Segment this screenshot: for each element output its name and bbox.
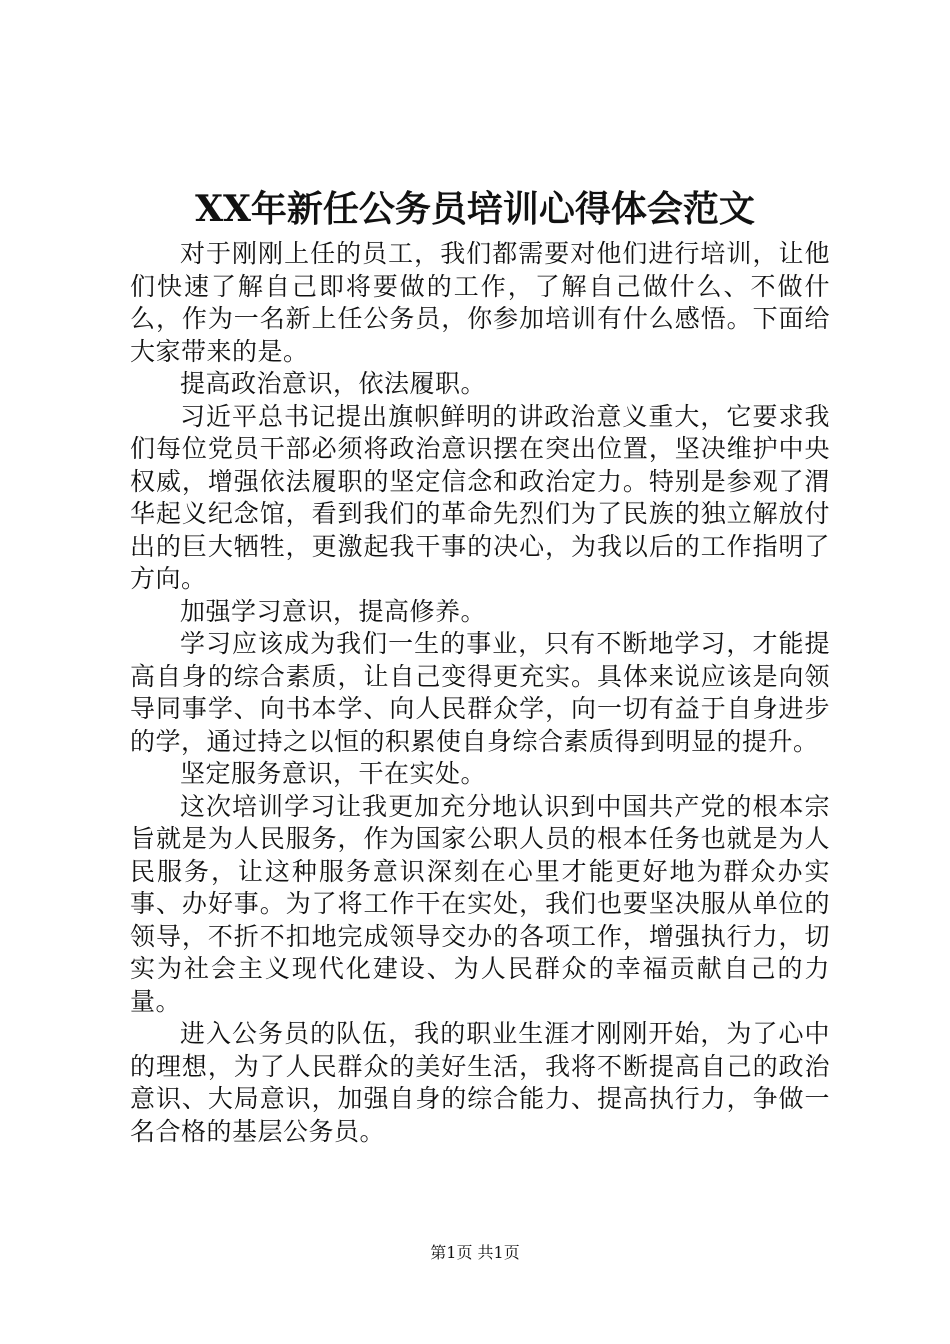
paragraph-political: 习近平总书记提出旗帜鲜明的讲政治意义重大，它要求我们每位党员干部必须将政治意识摆在突出位置，坚决维护中央权威，增强依法履职的坚定信念和政治定力。特别是参观了渭华起义纪念馆，看到我们的革命先烈们为了民族的独立解放付出的巨大牺牲，更激起我干事的决心，为我以后的工作指明了方向。 — [130, 401, 830, 593]
paragraph-conclusion: 进入公务员的队伍，我的职业生涯才刚刚开始，为了心中的理想，为了人民群众的美好生活，我将不断提高自己的政治意识、大局意识，加强自身的综合能力、提高执行力，争做一名合格的基层公务员。 — [130, 1019, 830, 1146]
document-title: XX年新任公务员培训心得体会范文 — [195, 188, 755, 230]
document-body — [130, 238, 830, 1148]
paragraph-heading-service: 坚定服务意识，干在实处。 — [180, 759, 487, 788]
paragraph-learning: 学习应该成为我们一生的事业，只有不断地学习，才能提高自身的综合素质，让自己变得更充实。具体来说应该是向领导同事学、向书本学、向人民群众学，向一切有益于自身进步的学，通过持之以恒的积累使自身综合素质得到明显的提升。 — [130, 629, 830, 756]
paragraph-heading-learning: 加强学习意识，提高修养。 — [180, 596, 487, 626]
paragraph-service: 这次培训学习让我更加充分地认识到中国共产党的根本宗旨就是为人民服务，作为国家公职人员的根本任务也就是为人民服务，让这种服务意识深刻在心里才能更好地为群众办实事、办好事。为了将工作干在实处，我们也要坚决服从单位的领导，不折不扣地完成领导交办的各项工作，增强执行力，切实为社会主义现代化建设、为人民群众的幸福贡献自己的力量。 — [130, 791, 830, 1016]
paragraph-intro: 对于刚刚上任的员工，我们都需要对他们进行培训，让他们快速了解自己即将要做的工作，了解自己做什么、不做什么，作为一名新上任公务员，你参加培训有什么感悟。下面给大家带来的是。 — [130, 239, 830, 366]
paragraph-heading-political: 提高政治意识，依法履职。 — [180, 369, 487, 398]
page-number-footer: 第1页 共1页 — [430, 1243, 520, 1262]
